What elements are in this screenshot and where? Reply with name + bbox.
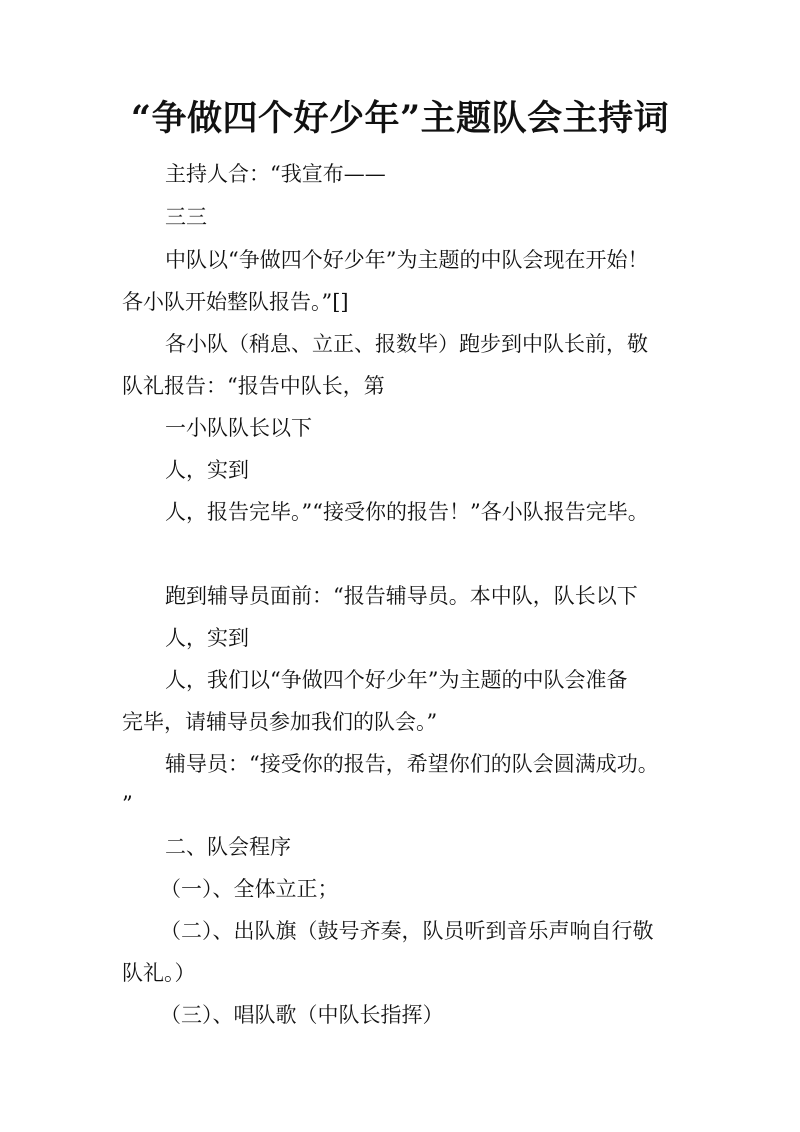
paragraph-line: 人，报告完毕。”“接受你的报告！”各小队报告完毕。 (165, 500, 649, 524)
paragraph-line: 队礼报告：“报告中队长，第 (122, 374, 385, 398)
procedure-item: （二）、出队旗（鼓号齐奏，队员听到音乐声响自行敬 (160, 919, 654, 943)
paragraph-line: 人，我们以“争做四个好少年”为主题的中队会准备 (165, 668, 628, 692)
section-heading: 二、队会程序 (165, 835, 291, 859)
paragraph-line: 中队以“争做四个好少年”为主题的中队会现在开始！ (165, 248, 649, 272)
paragraph-line: 跑到辅导员面前：“报告辅导员。本中队，队长以下 (165, 584, 638, 608)
procedure-item: （三）、唱队歌（中队长指挥） (160, 1003, 444, 1027)
paragraph-line: 各小队（稍息、立正、报数毕）跑步到中队长前，敬 (165, 332, 648, 356)
paragraph-line: 一小队队长以下 (165, 416, 312, 440)
paragraph-line: 人，实到 (165, 458, 249, 482)
paragraph-line: 队礼。） (122, 961, 196, 985)
procedure-item: （一）、全体立正； (160, 877, 339, 901)
document-title: “争做四个好少年”主题队会主持词 (130, 98, 670, 139)
paragraph-line: 完毕，请辅导员参加我们的队会。” (122, 710, 438, 734)
paragraph-line: 人，实到 (165, 626, 249, 650)
paragraph-line: 各小队开始整队报告。”[] (122, 290, 349, 314)
paragraph-line: ” (122, 792, 133, 816)
paragraph-line: 主持人合：“我宣布—— (165, 162, 386, 186)
paragraph-line: 辅导员：“接受你的报告，希望你们的队会圆满成功。 (165, 752, 659, 776)
paragraph-line: 三三 (165, 205, 207, 229)
